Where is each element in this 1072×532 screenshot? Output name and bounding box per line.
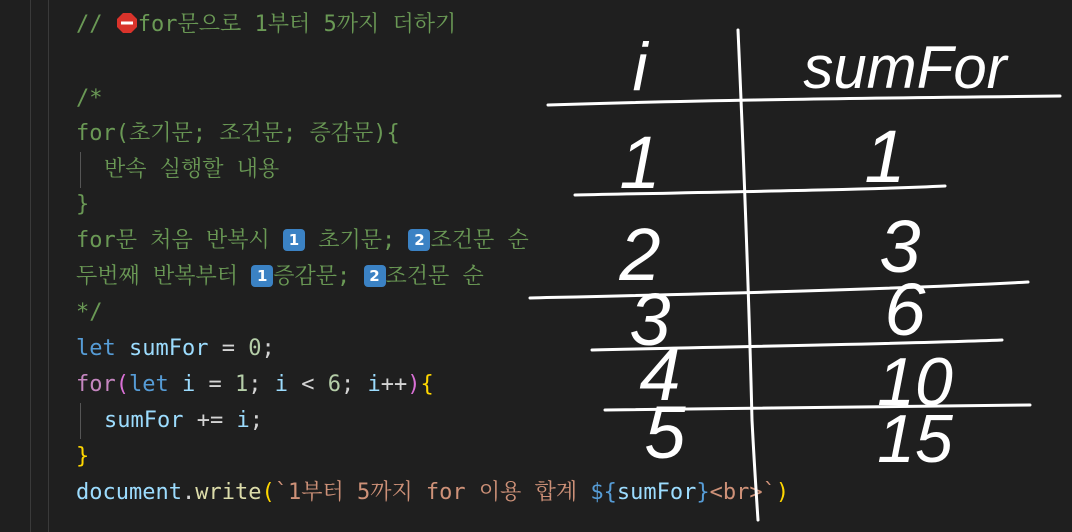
sum-value: 6 <box>884 268 926 351</box>
code-line-12: sumFor += i; <box>104 408 263 433</box>
code-line-7: for문 처음 반복시 1 초기문; 2 조건문 순 <box>76 228 529 253</box>
header-sum: sumFor <box>803 34 1007 101</box>
comment-text: for문으로 1부터 5까지 더하기 <box>137 12 457 37</box>
sum-value: 15 <box>877 401 953 477</box>
i-value: 5 <box>644 391 686 474</box>
keycap-two-badge: 2 <box>364 265 386 287</box>
i-value: 4 <box>639 333 681 416</box>
i-value: 3 <box>629 278 671 361</box>
keycap-one-badge: 1 <box>283 229 305 251</box>
header-i: i <box>632 29 648 105</box>
code-line-5: 반속 실행할 내용 <box>104 157 280 182</box>
table-row-rule <box>530 282 1028 298</box>
comment-prefix: // <box>76 12 116 37</box>
i-value: 1 <box>619 121 661 204</box>
keycap-two-badge: 2 <box>408 229 430 251</box>
code-line-11: for(let i = 1; i < 6; i++){ <box>76 372 434 397</box>
code-line-6: } <box>76 192 90 217</box>
code-line-4: for(초기문; 조건문; 증감문){ <box>76 121 400 146</box>
code-line-8: 두번째 반복부터 1 증감문; 2 조건문 순 <box>76 264 484 289</box>
code-line-13: } <box>76 444 90 469</box>
code-line-10: let sumFor = 0; <box>76 336 275 361</box>
keycap-one-badge: 1 <box>251 265 273 287</box>
code-line-14: document.write(`1부터 5까지 for 이용 합계 ${sumFor}<br>`) <box>76 480 790 505</box>
code-line-9: */ <box>76 300 103 325</box>
sum-value: 1 <box>864 115 906 198</box>
sum-value: 10 <box>877 344 953 420</box>
sum-value: 3 <box>879 205 921 288</box>
table-column-divider <box>738 30 758 520</box>
i-value: 2 <box>619 213 661 296</box>
code-line-3: /* <box>76 86 103 111</box>
